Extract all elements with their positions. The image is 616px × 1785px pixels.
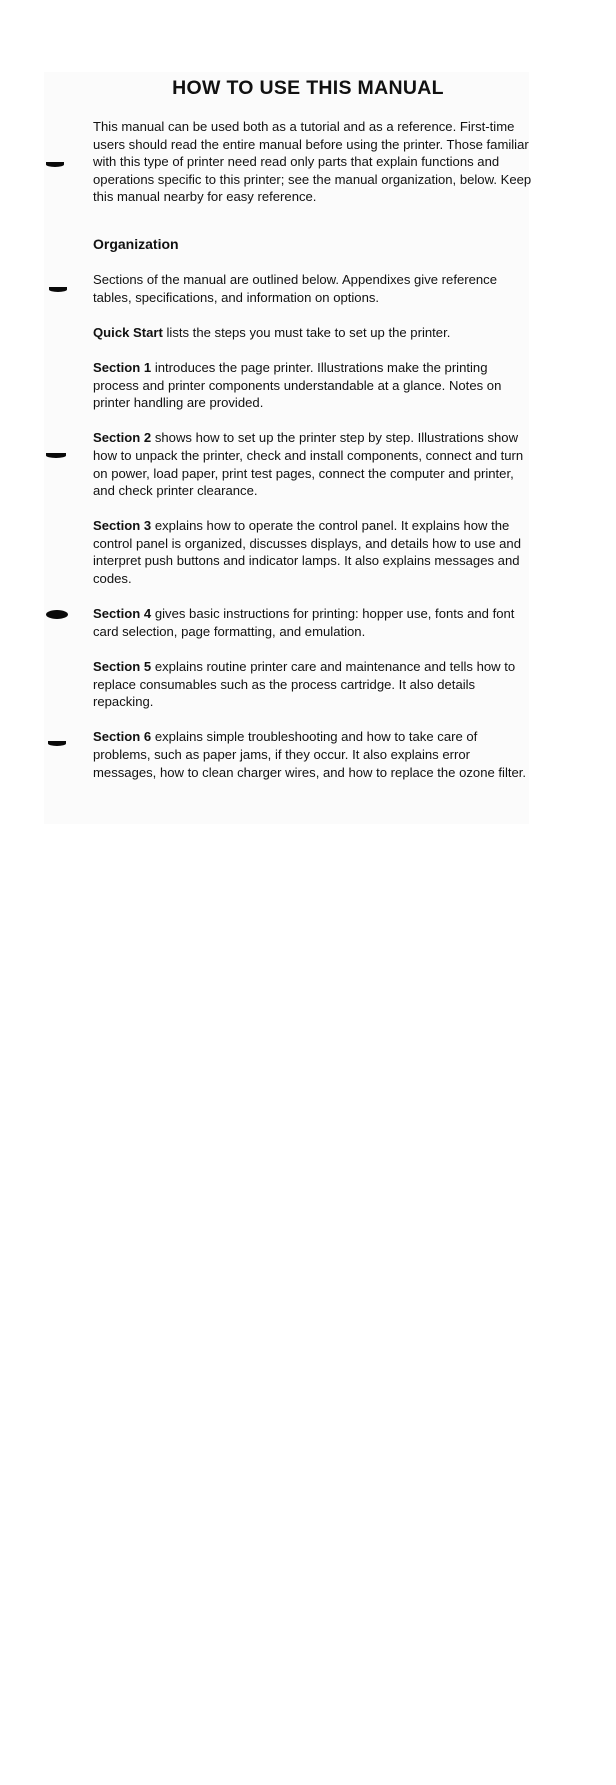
binding-mark xyxy=(46,453,66,458)
section-text: explains how to operate the control panel. It explains how the control panel is organized, discusses displays, and details how to use and interpret push buttons and indicator lamps. It also explains messages and codes. xyxy=(93,518,521,587)
section-text: explains routine printer care and maintenance and tells how to replace consumables such as the process cartridge. It also details repacking. xyxy=(93,659,516,710)
section-paragraph-quick-start xyxy=(93,324,533,342)
section-lead: Section 5 xyxy=(93,659,152,675)
section-lead: Section 3 xyxy=(93,518,152,534)
section-paragraph-1 xyxy=(93,359,533,412)
binding-mark xyxy=(46,162,64,167)
binding-mark xyxy=(48,741,66,746)
organization-heading: Organization xyxy=(93,235,179,252)
section-text: introduces the page printer. Illustrations make the printing process and printer components understandable at a glance. Notes on printer handling are provided. xyxy=(93,359,502,411)
section-lead: Section 2 xyxy=(93,430,152,446)
section-paragraph-2 xyxy=(93,429,533,499)
section-text: gives basic instructions for printing: hopper use, fonts and font card selection, page formatting, and emulation. xyxy=(93,606,515,639)
section-paragraph-6 xyxy=(93,728,533,781)
section-paragraph-3 xyxy=(93,517,533,587)
section-lead: Section 4 xyxy=(93,606,152,622)
binding-mark xyxy=(46,610,68,619)
document-body xyxy=(93,118,533,799)
section-text: explains simple troubleshooting and how to take care of problems, such as paper jams, if they occur. It also explains error messages, how to clean charger wires, and how to replace the ozone filter. xyxy=(93,729,527,780)
section-paragraph-5 xyxy=(93,658,533,711)
intro-paragraph: This manual can be used both as a tutorial and as a reference. First-time users should read the entire manual before using the printer. Those familiar with this type of printer need read only parts that explain functions and operations specific to this printer; see the manual organization, below. Keep this manual nearby for easy reference. xyxy=(93,119,532,205)
section-lead: Section 6 xyxy=(93,729,152,745)
section-lead: Quick Start xyxy=(93,324,163,340)
section-paragraph-4 xyxy=(93,605,533,640)
section-lead: Section 1 xyxy=(93,359,152,375)
organization-paragraph: Sections of the manual are outlined below. Appendixes give reference tables, specifications, and information on options. xyxy=(93,271,497,305)
binding-mark xyxy=(49,287,67,292)
section-text: shows how to set up the printer step by step. Illustrations show how to unpack the printer, check and install components, connect and turn on power, load paper, print test pages, connect the computer and printer, and check printer clearance. xyxy=(93,430,524,499)
section-text: lists the steps you must take to set up the printer. xyxy=(162,324,451,340)
page-title: HOW TO USE THIS MANUAL xyxy=(172,77,444,99)
